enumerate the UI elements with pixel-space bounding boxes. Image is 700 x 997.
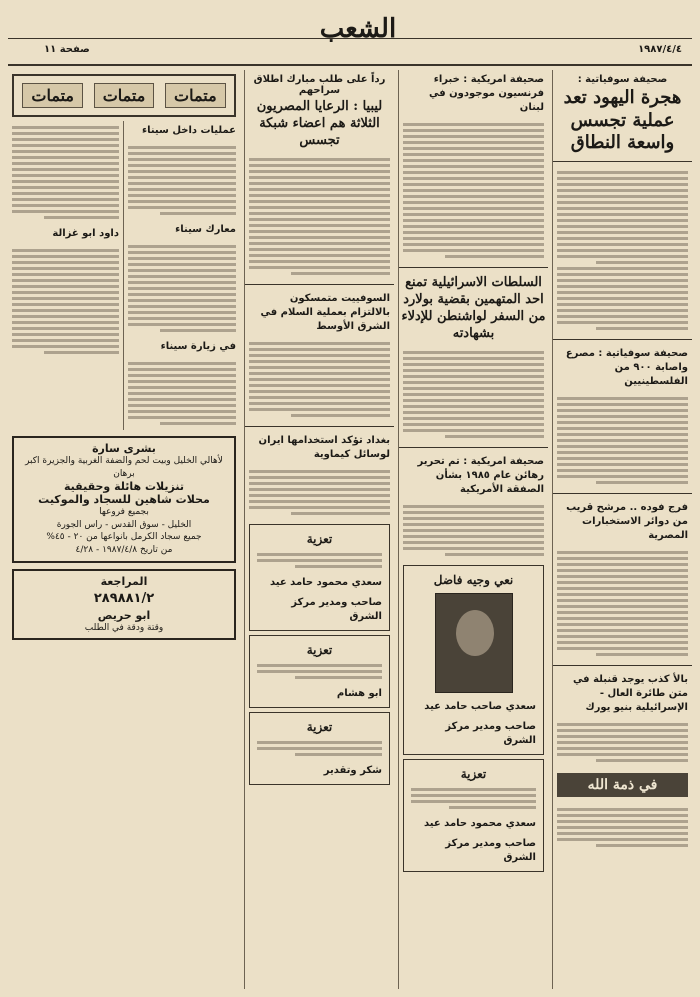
article-headline: هجرة اليهود تعد عملية تجسس واسعة النطاق	[563, 87, 682, 153]
article-kicker: رداً على طلب مبارك اطلاق سراحهم	[253, 74, 386, 96]
advertisement-carpets	[12, 436, 236, 563]
condolence-body	[253, 659, 386, 684]
article-body	[399, 500, 548, 561]
article-body	[124, 141, 240, 220]
condolence-body	[253, 548, 386, 573]
portrait-photo	[435, 593, 513, 693]
article-body	[8, 244, 123, 359]
ad-footer: وقتة ودقة في الطلب	[84, 622, 164, 633]
article-headline: معارك سيناء	[175, 224, 236, 235]
ad-name: ابو حريص	[97, 608, 151, 622]
article-body	[553, 718, 692, 767]
subcolumn-right	[124, 121, 240, 430]
divider	[553, 665, 692, 666]
article-body	[124, 240, 240, 337]
article-body	[553, 392, 692, 489]
newspaper-title: الشعب	[319, 14, 397, 44]
condolence-signature: صاحب ومدير مركز الشرق	[291, 596, 382, 622]
article-body	[399, 118, 548, 263]
subcolumn-left	[8, 121, 124, 430]
article-body	[399, 346, 548, 443]
ad-store-name: محلات شاهين للسجاد والموكيت	[38, 493, 210, 507]
article-headline: في زيارة سيناء	[160, 341, 236, 352]
article-headline: السلطات الاسرائيلية تمنع احد المتهمين بقضية بولارد من السفر لواشنطن للإدلاء بشهادته	[401, 275, 546, 341]
column-right	[552, 70, 692, 989]
condolence-title: تعزية	[306, 719, 333, 734]
divider	[245, 426, 394, 427]
banner-word: متمات	[22, 83, 83, 108]
ad-phone: ٢٨٩٨٨١/٢	[93, 590, 155, 606]
condolence-notice	[249, 524, 390, 631]
condolence-title: تعزية	[306, 642, 333, 657]
condolence-notice	[403, 759, 544, 872]
ad-text: بجميع فروعها	[99, 507, 149, 518]
ad-text: جميع سجاد الكرمل بانواعها من ٢٠ - ٤٥%	[46, 532, 202, 543]
article-body	[245, 337, 394, 422]
article-headline: بالأ كذب يوجد قنبلة في متن طائرة العال - الإسرائيلية بنيو يورك	[572, 673, 688, 713]
divider	[399, 447, 548, 448]
ad-headline: المراجعة	[100, 574, 148, 588]
ad-headline: بشرى سارة	[92, 442, 156, 455]
column-center-right	[398, 70, 548, 989]
condolence-notice	[249, 712, 390, 785]
divider	[553, 339, 692, 340]
divider	[399, 267, 548, 268]
ad-date: من تاريخ ١٩٨٧/٤/٨ - ٤/٢٨	[75, 544, 173, 555]
two-column-area	[8, 121, 240, 430]
condolence-notice	[249, 635, 390, 708]
condolence-title: نعي وجيه فاضل	[433, 572, 514, 587]
obituary-body	[553, 803, 692, 852]
article-body	[553, 546, 692, 661]
condolence-name: شكر وتقدير	[323, 764, 382, 776]
ad-text: لأهالي الخليل وبيت لحم والضفة الغربية والجزيرة اكبر برهان	[25, 456, 223, 479]
condolence-signature: صاحب ومدير مركز الشرق	[445, 720, 536, 746]
condolence-body	[253, 736, 386, 761]
obituary-banner: في ذمة الله	[557, 773, 688, 797]
ad-subheadline: تنزيلات هائلة وحقيقية	[64, 480, 184, 494]
ad-text: الخليل - سوق القدس - راس الجورة	[56, 519, 192, 530]
section-banner	[12, 74, 236, 117]
article-headline: صحيفة سوفياتية : مصرع واصابة ٩٠٠ من الفلسطينيين	[565, 347, 688, 387]
article-body	[124, 357, 240, 430]
article-kicker: صحيفة سوفياتية :	[577, 74, 668, 85]
article-headline: بغداد تؤكد استخدامها ايران لوسائل كيماوية	[258, 434, 390, 460]
divider	[553, 161, 692, 162]
condolence-name: سعدي صاحب حامد عيد	[424, 700, 536, 712]
masthead	[8, 8, 692, 66]
article-body	[8, 121, 123, 224]
condolence-title: تعزية	[460, 766, 487, 781]
condolence-notice	[403, 565, 544, 755]
page-number: صفحة ١١	[44, 44, 90, 55]
article-headline: ليبيا : الرعايا المصريون الثلاثة هم اعضاء شبكة تجسس	[256, 99, 383, 148]
condolence-signature: صاحب ومدير مركز الشرق	[445, 837, 536, 863]
condolence-body	[407, 783, 540, 814]
article-body	[245, 153, 394, 280]
banner-row	[17, 79, 231, 112]
condolence-title: تعزية	[306, 531, 333, 546]
article-body	[245, 465, 394, 520]
divider	[553, 493, 692, 494]
advertisement-contact	[12, 569, 236, 641]
banner-word: متمات	[94, 83, 155, 108]
condolence-name: ابو هشام	[336, 687, 382, 699]
portrait-face	[456, 610, 494, 656]
column-center-left	[244, 70, 394, 989]
issue-date: ١٩٨٧/٤/٤	[638, 44, 682, 55]
article-headline: داود ابو غزالة	[52, 228, 119, 239]
article-headline: عمليات داخل سيناء	[141, 125, 236, 136]
article-headline: صحيفة امريكية : تم تحرير رهائن عام ١٩٨٥ بشأن الصفقة الأمريكية	[417, 455, 544, 495]
condolence-name: سعدي محمود حامد عيد	[270, 576, 382, 588]
condolence-name: سعدي محمود حامد عيد	[424, 817, 536, 829]
article-headline: السوفييت متمسكون بالالتزام بعملية السلام في الشرق الأوسط	[260, 292, 390, 332]
column-left	[8, 70, 240, 989]
banner-word: متمات	[165, 83, 226, 108]
article-body	[553, 166, 692, 335]
divider	[245, 284, 394, 285]
article-headline: صحيفة امريكية : خبراء فرنسيون موجودون في لبنان	[428, 74, 544, 113]
article-headline: فرج فوده .. مرشح قريب من دوائر الاستخبارات المصرية	[566, 501, 688, 541]
